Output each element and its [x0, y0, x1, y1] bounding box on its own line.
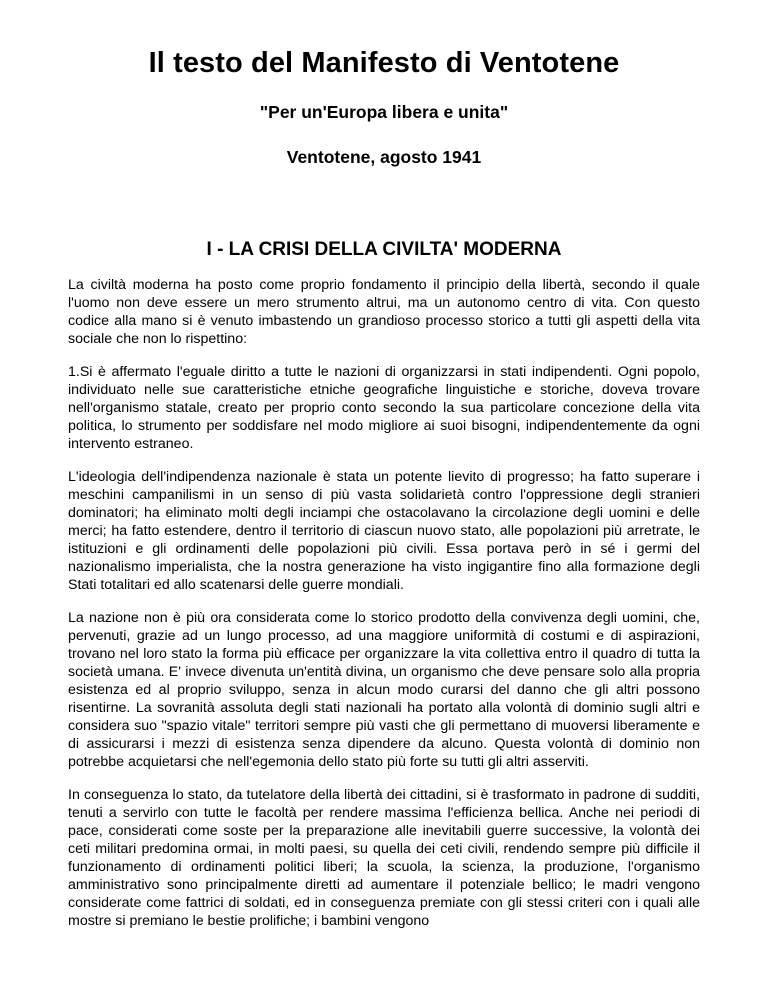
body-text	[68, 276, 700, 945]
paragraph: La nazione non è più ora considerata come lo storico prodotto della convivenza degli uomini, che, pervenuti, grazie ad un lungo processo, ad una maggiore uniformità di costumi e di aspirazioni, trovano nel loro stato la forma più efficace per organizzare la vita collettiva entro il quadro di tutta la società umana. E' invece divenuta un'entità divina, un organismo che deve pensare solo alla propria esistenza ed al proprio sviluppo, senza in alcun modo curarsi del danno che gli altri possono risentirne. La sovranità assoluta degli stati nazionali ha portato alla volontà di dominio sugli altri e considera suo "spazio vitale" territori sempre più vasti che gli permettano di muoversi liberamente e di assicurarsi i mezzi di esistenza senza dipendere da alcuno. Questa volontà di dominio non potrebbe acquietarsi che nell'egemonia dello stato più forte su tutti gli altri asserviti.	[68, 610, 700, 770]
paragraph: La civiltà moderna ha posto come proprio fondamento il principio della libertà, secondo il quale l'uomo non deve essere un mero strumento altrui, ma un autonomo centro di vita. Con questo codice alla mano si è venuto imbastendo un grandioso processo storico a tutti gli aspetti della vita sociale che non lo rispettino:	[68, 277, 700, 347]
document-title: Il testo del Manifesto di Ventotene	[148, 47, 620, 79]
paragraph: 1.Si è affermato l'eguale diritto a tutte le nazioni di organizzarsi in stati indipendenti. Ogni popolo, individuato nelle sue caratteristiche etniche geografiche linguistiche e storiche, doveva trovare nell'organismo statale, creato per proprio conto secondo la sua particolare concezione della vita politica, lo strumento per soddisfare nel modo migliore ai suoi bisogni, indipendentemente da ogni intervento estraneo.	[68, 364, 700, 452]
section-title: I - LA CRISI DELLA CIVILTA' MODERNA	[206, 239, 562, 260]
document-dateline: Ventotene, agosto 1941	[286, 147, 482, 167]
paragraph: In conseguenza lo stato, da tutelatore della libertà dei cittadini, si è trasformato in padrone di sudditi, tenuti a servirlo con tutte le facoltà per rendere massima l'efficienza bellica. Anche nei periodi di pace, considerati come soste per la preparazione alle inevitabili guerre successive, la volontà dei ceti militari predomina ormai, in molti paesi, su quella dei ceti civili, rendendo sempre più difficile il funzionamento di ordinamenti politici liberi; la scuola, la scienza, la produzione, l'organismo amministrativo sono principalmente diretti ad aumentare il potenziale bellico; le madri vengono considerate come fattrici di soldati, ed in conseguenza premiate con gli stessi criteri con i quali alle mostre si premiano le bestie prolifiche; i bambini vengono	[68, 787, 700, 929]
document-subtitle: "Per un'Europa libera e unita"	[259, 102, 509, 122]
paragraph: L'ideologia dell'indipendenza nazionale è stata un potente lievito di progresso; ha fatto superare i meschini campanilismi in un senso di più vasta solidarietà contro l'oppressione degli stranieri dominatori; ha eliminato molti degli inciampi che ostacolavano la circolazione degli uomini e delle merci; ha fatto estendere, dentro il territorio di ciascun nuovo stato, alle popolazioni più arretrate, le istituzioni e gli ordinamenti delle popolazioni più civili. Essa portava però in sé i germi del nazionalismo imperialista, che la nostra generazione ha visto ingigantire fino alla formazione degli Stati totalitari ed allo scatenarsi delle guerre mondiali.	[68, 469, 700, 593]
